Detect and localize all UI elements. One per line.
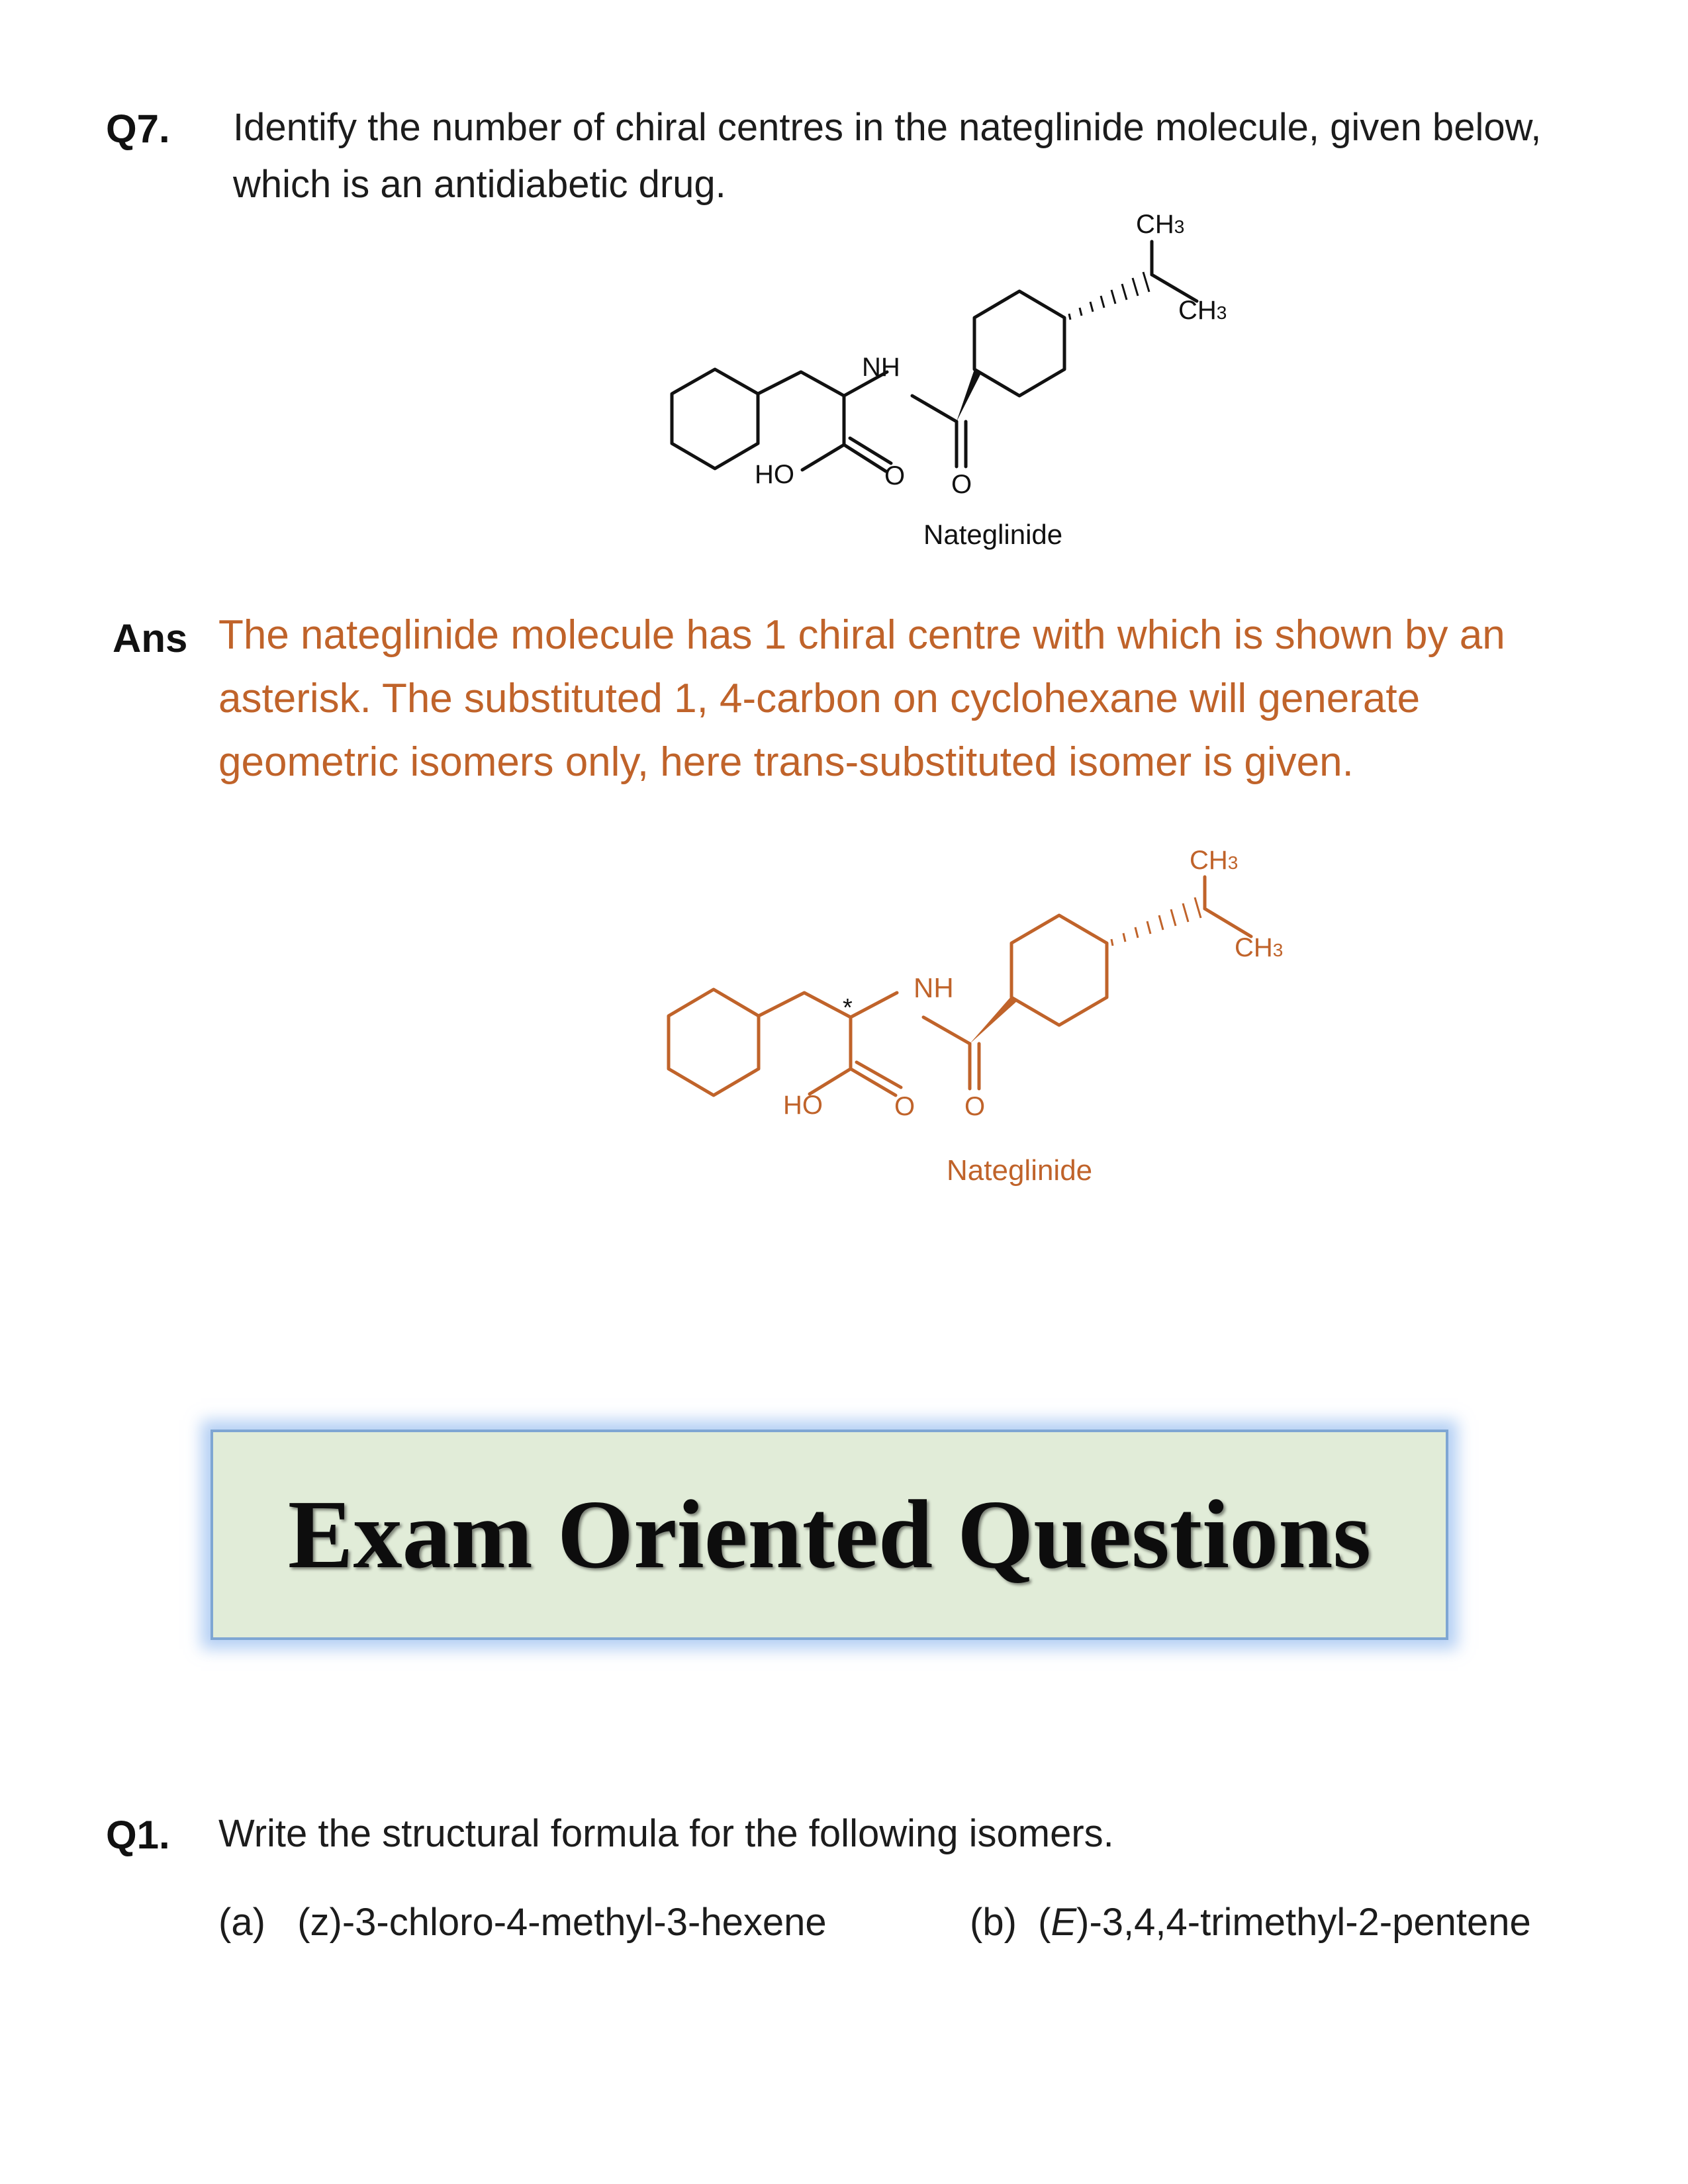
- ans-line3: geometric isomers only, here trans-substituted isomer is given.: [218, 739, 1354, 785]
- q7-ho-label: HO: [755, 460, 794, 489]
- q7-line1: Identify the number of chiral centres in the nateglinide molecule, given below,: [233, 106, 1542, 149]
- q7-ch3-right: CH3: [1178, 296, 1227, 325]
- q1-option-a-text: (z)-3-chloro-4-methyl-3-hexene: [297, 1901, 827, 1944]
- q7-line2: which is an antidiabetic drug.: [233, 163, 726, 206]
- q1-text: Write the structural formula for the following isomers.: [218, 1812, 1114, 1855]
- ans-ch3-right: CH3: [1235, 933, 1284, 962]
- ans-asterisk: *: [843, 994, 853, 1022]
- ans-line2: asterisk. The substituted 1, 4-carbon on cyclohexane will generate: [218, 676, 1421, 721]
- ans-ch3-top: CH3: [1190, 846, 1239, 875]
- nateglinide-structure-answer: [652, 831, 1314, 1201]
- q1-option-b-text: )-3,4,4-trimethyl-2-pentene: [1076, 1901, 1531, 1944]
- q7-nh-label: NH: [862, 353, 900, 382]
- q7-carbonyl-o-2: O: [951, 470, 972, 499]
- q1-option-b-label: (b): [970, 1901, 1017, 1944]
- ans-nh-label: NH: [914, 972, 954, 1003]
- exam-oriented-banner: [211, 1430, 1448, 1640]
- q1-option-a: [218, 1894, 827, 1951]
- q1-option-b-prefix: (: [1038, 1901, 1051, 1944]
- nateglinide-structure-q7: [629, 199, 1291, 569]
- q1-option-b-letter: E: [1051, 1901, 1077, 1944]
- ans-figure-caption: Nateglinide: [947, 1154, 1093, 1187]
- banner-title: Exam Oriented Questions: [287, 1480, 1372, 1589]
- q7-label: Q7.: [106, 107, 170, 151]
- ans-carbonyl-o-1: O: [894, 1092, 915, 1121]
- q1-label: Q1.: [106, 1813, 170, 1857]
- q7-figure-caption: Nateglinide: [923, 519, 1063, 550]
- ans-ho-label: HO: [783, 1091, 823, 1120]
- q7-ch3-top: CH3: [1136, 210, 1185, 239]
- q1-option-a-label: (a): [218, 1901, 265, 1944]
- ans-carbonyl-o-2: O: [964, 1092, 986, 1121]
- ans-label: Ans: [113, 616, 188, 660]
- q7-carbonyl-o-1: O: [884, 461, 906, 490]
- ans-line1: The nateglinide molecule has 1 chiral centre with which is shown by an: [218, 612, 1505, 658]
- q1-option-b: [970, 1894, 1531, 1951]
